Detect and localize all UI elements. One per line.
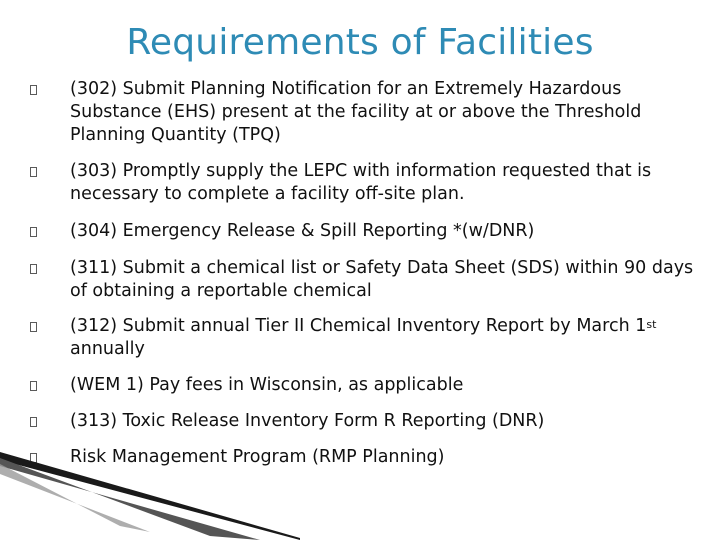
square-bullet-icon bbox=[30, 227, 37, 237]
bullet-text-main: (312) Submit annual Tier II Chemical Inventory Report by March 1 bbox=[70, 316, 647, 336]
bullet-item bbox=[30, 220, 700, 243]
bullet-item bbox=[30, 78, 700, 147]
slide-title: Requirements of Facilities bbox=[126, 22, 594, 63]
bullet-text: (311) Submit a chemical list or Safety Data Sheet (SDS) within 90 days of obtaining a reportable chemical bbox=[70, 258, 694, 301]
bullet-item bbox=[30, 315, 700, 361]
bullet-text: (302) Submit Planning Notification for an Extremely Hazardous Substance (EHS) present at the facility at or above the Threshold Planning Quantity (TPQ) bbox=[70, 79, 642, 145]
ordinal-suffix: st bbox=[646, 318, 657, 331]
square-bullet-icon bbox=[30, 322, 37, 332]
square-bullet-icon bbox=[30, 85, 37, 95]
bullet-text: (304) Emergency Release & Spill Reporting *(w/DNR) bbox=[70, 221, 535, 241]
bullet-item bbox=[30, 160, 700, 206]
bullet-text: (303) Promptly supply the LEPC with information requested that is necessary to complete a facility off-site plan. bbox=[70, 161, 652, 204]
bullet-text: (313) Toxic Release Inventory Form R Reporting (DNR) bbox=[70, 411, 545, 431]
square-bullet-icon bbox=[30, 167, 37, 177]
square-bullet-icon bbox=[30, 381, 37, 391]
bullet-text: Risk Management Program (RMP Planning) bbox=[70, 447, 445, 467]
swoosh-dark-stroke bbox=[0, 452, 300, 540]
bullet-item bbox=[30, 410, 700, 433]
bullet-text bbox=[70, 315, 700, 361]
decorative-swoosh bbox=[0, 440, 300, 540]
bullet-item bbox=[30, 257, 700, 303]
square-bullet-icon bbox=[30, 417, 37, 427]
bullet-text-tail: annually bbox=[70, 339, 145, 359]
square-bullet-icon bbox=[30, 264, 37, 274]
bullet-item bbox=[30, 374, 700, 397]
bullet-text: (WEM 1) Pay fees in Wisconsin, as applicable bbox=[70, 375, 464, 395]
